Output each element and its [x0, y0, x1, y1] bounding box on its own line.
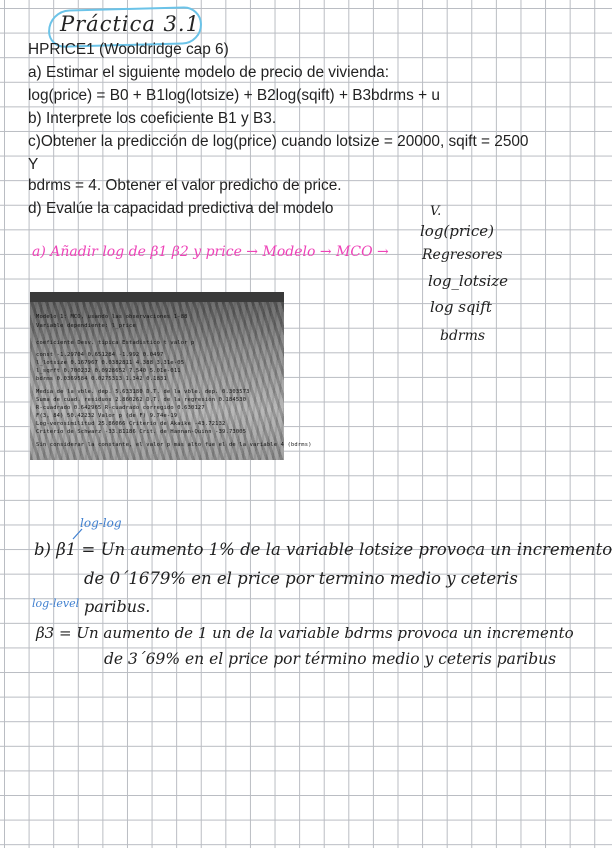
photo-line: l_lotsize 0.167967 0.0382811 4.388 3.31e-05 [36, 360, 185, 366]
photo-line: Criterio de Schwarz -33.81186 Crit. de Hannan-Quinn -39.73005 [36, 429, 247, 435]
note-v: V. [430, 204, 442, 219]
typed-line-3: log(price) = B0 + B1log(lotsize) + B2log(sqift) + B3bdrms + u [28, 87, 440, 104]
answer-b3-line1: β3 = Un aumento de 1 un de la variable bdrms provoca un incremento [36, 624, 574, 642]
answer-a: a) Añadir log de β1 β2 y price → Modelo → MCO → [32, 244, 389, 260]
answer-b1-line2: de 0´1679% en el price por termino medio y ceteris [84, 569, 518, 588]
note-log-lotsize: log_lotsize [428, 272, 509, 290]
typed-line-8: d) Evalúe la capacidad predictiva del modelo [28, 200, 334, 217]
photo-line: coeficiente Desv. típica Estadístico t valor p [36, 340, 195, 346]
answer-b1-line1: b) β1 = Un aumento 1% de la variable lotsize provoca un incremento [34, 540, 612, 559]
typed-line-6: Y [28, 156, 39, 173]
answer-b1-line3: paribus. [84, 597, 151, 616]
page-title: Práctica 3.1 [60, 12, 200, 36]
photo-line: Log-verosimilitud 25.86066 Criterio de Akaike -43.72132 [36, 421, 226, 427]
typed-line-7: bdrms = 4. Obtener el valor predicho de price. [28, 177, 342, 194]
note-bdrms: bdrms [440, 328, 486, 344]
note-log-sqift: log sqift [430, 298, 492, 316]
note-log-price: log(price) [420, 222, 494, 240]
typed-line-4: b) Interprete los coeficiente B1 y B3. [28, 110, 277, 127]
answer-b3-line2: de 3´69% en el price por término medio y ceteris paribus [104, 650, 557, 668]
regression-output-photo [30, 292, 312, 460]
photo-line: Media de la vble. dep. 5.633180 D.T. de la vble. dep. 0.303573 [36, 389, 250, 395]
photo-line: l_sqrft 0.700232 0.0928652 7.540 5.01e-011 [36, 368, 181, 374]
photo-window-bar [30, 292, 284, 302]
photo-line: Modelo 1: MCO, usando las observaciones 1-88 [36, 314, 188, 320]
typed-line-5: c)Obtener la predicción de log(price) cuando lotsize = 20000, sqift = 2500 [28, 133, 529, 150]
annotation-log-log: log-log [80, 516, 122, 530]
typed-line-2: a) Estimar el siguiente modelo de precio de vivienda: [28, 64, 390, 81]
annotation-log-level: log-level [32, 597, 80, 610]
typed-line-1: HPRICE1 (Wooldridge cap 6) [28, 41, 229, 58]
photo-line: Sin considerar la constante, el valor p más alto fue el de la variable 4 (bdrms) [36, 442, 312, 448]
photo-line: F(3, 84) 50.42232 Valor p (de F) 9.74e-19 [36, 413, 178, 419]
photo-line: bdrms 0.0369584 0.0275313 1.342 0.1831 [36, 376, 167, 382]
photo-line: Variable dependiente: l_price [36, 323, 136, 329]
photo-line: const -1.29704 0.651284 -1.992 0.0497 [36, 352, 164, 358]
note-regresores: Regresores [422, 247, 503, 263]
photo-line: R-cuadrado 0.642965 R-cuadrado corregido 0.630127 [36, 405, 205, 411]
photo-line: Suma de cuad. residuos 2.860262 D.T. de la regresión 0.184530 [36, 397, 247, 403]
